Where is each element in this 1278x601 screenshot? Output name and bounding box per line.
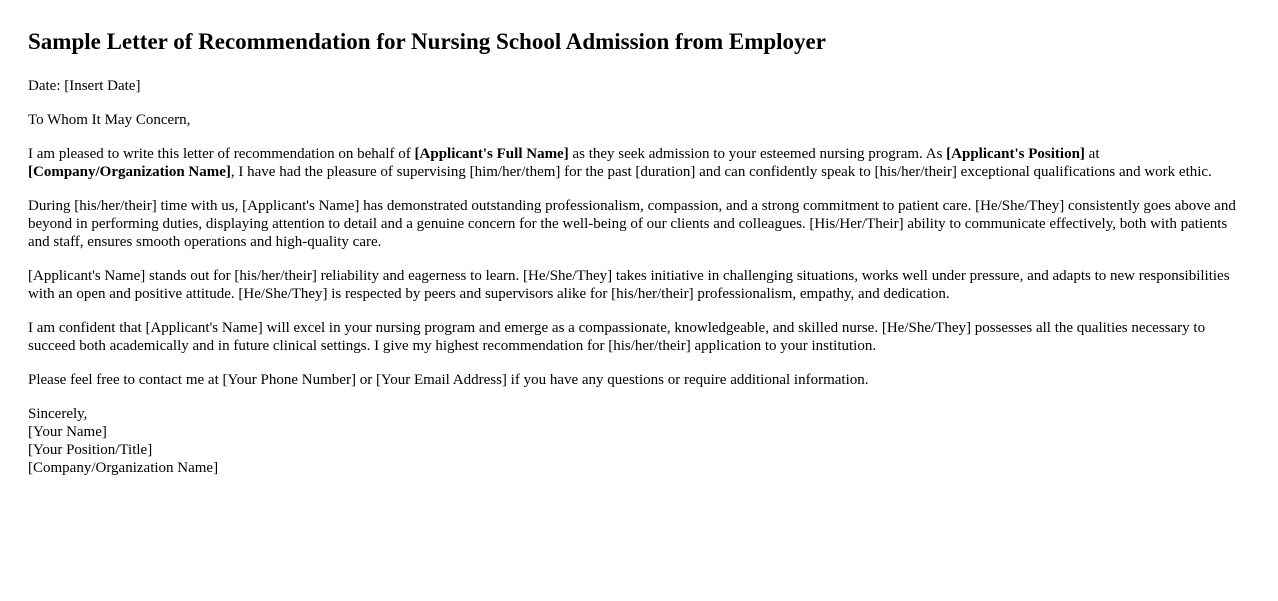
date-line: Date: [Insert Date] (28, 78, 141, 94)
intro-text-3: at (1084, 146, 1100, 162)
signer-company: [Company/Organization Name] (28, 460, 219, 476)
company-name-placeholder: [Company/Organization Name] (28, 164, 231, 180)
intro-text-4: , I have had the pleasure of supervising [him/her/them] for the past [duration] and can confidently speak to [his/her/their] exceptional qualifications and work ethic. (230, 164, 1212, 180)
signer-name: [Your Name] (28, 424, 107, 440)
applicant-full-name-placeholder: [Applicant's Full Name] (414, 146, 569, 162)
paragraph-qualities: [Applicant's Name] stands out for [his/her/their] reliability and eagerness to learn. [He/She/They] takes initiative in challenging situations, works well under pressure, and adapts to new responsibilities with an open and positive attitude. [He/She/They] is respected by peers and supervisors alike for [his/her/their] professionalism, empathy, and dedication. (28, 268, 1230, 302)
applicant-position-placeholder: [Applicant's Position] (946, 146, 1085, 162)
intro-text-1: I am pleased to write this letter of recommendation on behalf of (28, 146, 415, 162)
paragraph-contact: Please feel free to contact me at [Your Phone Number] or [Your Email Address] if you have any questions or require additional information. (28, 372, 869, 388)
closing: Sincerely, (28, 406, 88, 422)
signer-position: [Your Position/Title] (28, 442, 153, 458)
signature-block (28, 405, 1250, 477)
paragraph-intro (28, 145, 1250, 181)
paragraph-confidence: I am confident that [Applicant's Name] will excel in your nursing program and emerge as a compassionate, knowledgeable, and skilled nurse. [He/She/They] possesses all the qualities necessary to succeed both academically and in future clinical settings. I give my highest recommendation for [his/her/their] application to your institution. (28, 320, 1206, 354)
page-title: Sample Letter of Recommendation for Nursing School Admission from Employer (28, 29, 826, 54)
paragraph-performance: During [his/her/their] time with us, [Applicant's Name] has demonstrated outstanding professionalism, compassion, and a strong commitment to patient care. [He/She/They] consistently goes above and beyond in performing duties, displaying attention to detail and a genuine concern for the well-being of our clients and colleagues. [His/Her/Their] ability to communicate effectively, both with patients and staff, ensures smooth operations and high-quality care. (28, 198, 1236, 250)
intro-text-2: as they seek admission to your esteemed nursing program. As (568, 146, 947, 162)
salutation: To Whom It May Concern, (28, 112, 191, 128)
